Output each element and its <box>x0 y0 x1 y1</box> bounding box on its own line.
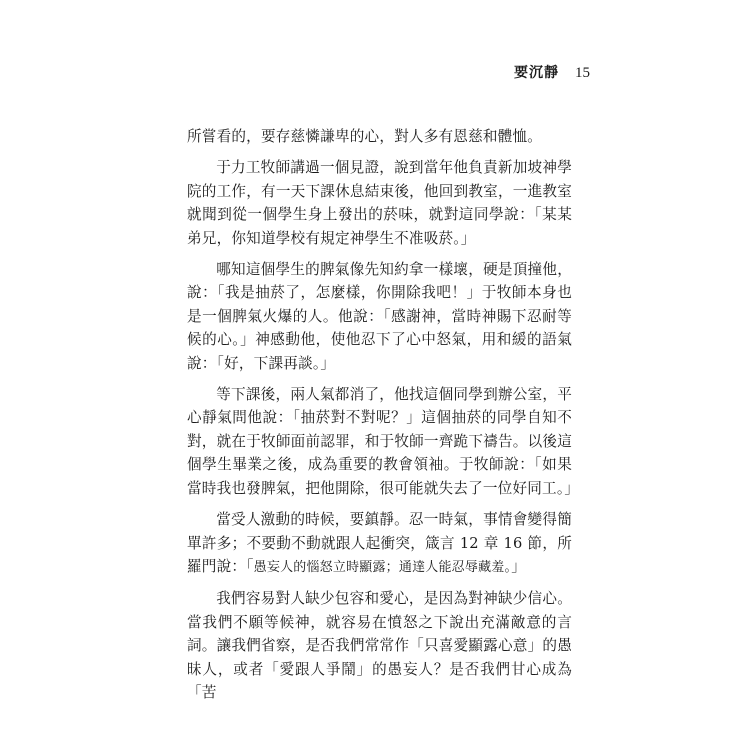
paragraph-reflection: 我們容易對人缺少包容和愛心，是因為對神缺少信心。當我們不願等候神，就容易在憤怒之下說出充滿敵意的言詞。讓我們省察，是否我們常常作「只喜愛顯露心意」的愚昧人，或者「愛跟人爭鬧」的愚妄人？是否我們甘心成為「苦 <box>187 590 572 701</box>
paragraph-proverbs <box>187 508 572 579</box>
running-header <box>514 62 590 82</box>
paragraph-student-reply: 哪知這個學生的脾氣像先知約拿一樣壞，硬是頂撞他，說：「我是抽菸了，怎麼樣，你開除我吧！」于牧師本身也是一個脾氣火爆的人。他說：「感謝神，當時神賜下忍耐等候的心。」神感動他，使他忍下了心中怒氣，用和緩的語氣說：「好，下課再談。」 <box>187 261 572 372</box>
proverbs-close-bracket: 」 <box>511 557 526 575</box>
chapter-title: 要沉靜 <box>514 65 559 81</box>
paragraph-testimony-intro: 于力工牧師講過一個見證，說到當年他負責新加坡神學院的工作，有一天下課休息結束後，他回到教室，一進教室就聞到從一個學生身上發出的菸味，就對這同學說：「某某弟兄，你知道學校有規定神學生不准吸菸。」 <box>187 159 572 247</box>
body-text <box>187 125 580 712</box>
proverbs-quote: 愚妄人的惱怒立時顯露；通達人能忍辱藏羞。 <box>253 559 512 575</box>
paragraph-continuation: 所嘗看的，要存慈憐謙卑的心，對人多有恩慈和體恤。 <box>187 128 543 145</box>
paragraph-reconciliation: 等下課後，兩人氣都消了，他找這個同學到辦公室，平心靜氣問他說：「抽菸對不對呢？」這個抽菸的同學自知不對，就在于牧師面前認罪，和于牧師一齊跪下禱告。以後這個學生畢業之後，成為重要的教會領袖。于牧師說：「如果當時我也發脾氣，把他開除，很可能就失去了一位好同工。」 <box>187 386 580 497</box>
page-number: 15 <box>575 65 590 81</box>
proverbs-lead-text: 當受人激動的時候，要鎮靜。忍一時氣，事情會變得簡單許多；不要動不動就跟人起衝突，箴言 12 章 16 節，所羅門說：「 <box>187 511 572 575</box>
